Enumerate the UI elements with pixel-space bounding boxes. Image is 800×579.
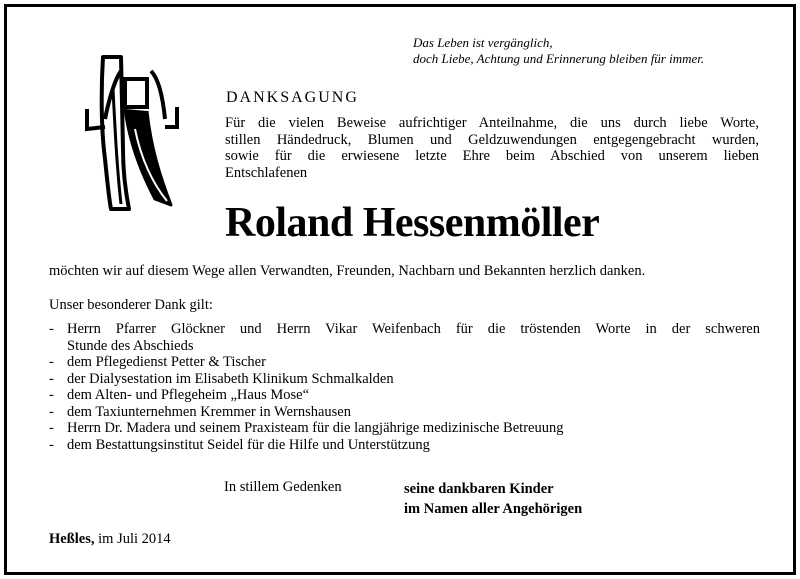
- deceased-name: Roland Hessenmöller: [225, 200, 600, 246]
- list-item: [49, 404, 769, 421]
- list-dash: -: [49, 370, 54, 387]
- place-town: Heßles,: [49, 531, 95, 547]
- list-item: [49, 437, 769, 454]
- thanks-line: möchten wir auf diesem Wege allen Verwandten, Freunden, Nachbarn und Bekannten herzlich danken.: [49, 263, 646, 279]
- page-title: DANKSAGUNG: [226, 89, 359, 106]
- motto: [413, 35, 704, 67]
- cross-icon: [85, 49, 195, 214]
- list-item-text: dem Pflegedienst Petter & Tischer: [67, 354, 266, 370]
- list-dash: -: [49, 387, 54, 403]
- list-item: [49, 387, 769, 404]
- list-item-text: dem Taxiunternehmen Kremmer in Wernshausen: [67, 403, 351, 420]
- list-item-text: Herrn Dr. Madera und seinem Praxisteam für die langjährige medizinische Betreuung: [67, 420, 564, 436]
- list-item: [49, 420, 769, 437]
- motto-line-1: Das Leben ist vergänglich,: [413, 35, 553, 50]
- signers-line-1: seine dankbaren Kinder: [404, 481, 554, 497]
- list-item-text-continued: Stunde des Abschieds: [67, 337, 194, 354]
- intro-line-2: stillen Händedruck, Blumen und Geldzuwendungen entgegengebracht wurden,: [225, 131, 759, 148]
- place-date: [49, 531, 171, 548]
- list-dash: -: [49, 321, 54, 337]
- intro-line-4: Entschlafenen: [225, 164, 308, 181]
- list-item-text: dem Bestattungsinstitut Seidel für die Hilfe und Unterstützung: [67, 436, 430, 453]
- intro-paragraph: [225, 115, 759, 181]
- list-dash: -: [49, 403, 54, 420]
- list-item: [49, 321, 769, 354]
- intro-line-3: sowie für die erwiesene letzte Ehre beim Abschied von unserem lieben: [225, 148, 759, 164]
- list-item: [49, 354, 769, 371]
- list-item: [49, 371, 769, 388]
- intro-line-1: Für die vielen Beweise aufrichtiger Anteilnahme, die uns durch liebe Worte,: [225, 115, 759, 131]
- special-thanks-intro: Unser besonderer Dank gilt:: [49, 297, 213, 313]
- place-date-text: im Juli 2014: [98, 531, 171, 547]
- obituary-card: [4, 4, 796, 575]
- thanks-list: [49, 321, 769, 453]
- motto-line-2: doch Liebe, Achtung und Erinnerung bleiben für immer.: [413, 51, 705, 66]
- list-item-text: der Dialysestation im Elisabeth Klinikum Schmalkalden: [67, 370, 394, 387]
- list-dash: -: [49, 420, 54, 436]
- list-dash: -: [49, 354, 54, 370]
- signers: [404, 479, 582, 519]
- list-item-text: Herrn Pfarrer Glöckner und Herrn Vikar Weifenbach für die tröstenden Worte in der schweren: [67, 321, 760, 337]
- list-item-text: dem Alten- und Pflegeheim „Haus Mose“: [67, 387, 310, 403]
- list-dash: -: [49, 436, 54, 453]
- signers-line-2: im Namen aller Angehörigen: [404, 501, 583, 517]
- memory-phrase: In stillem Gedenken: [224, 479, 342, 495]
